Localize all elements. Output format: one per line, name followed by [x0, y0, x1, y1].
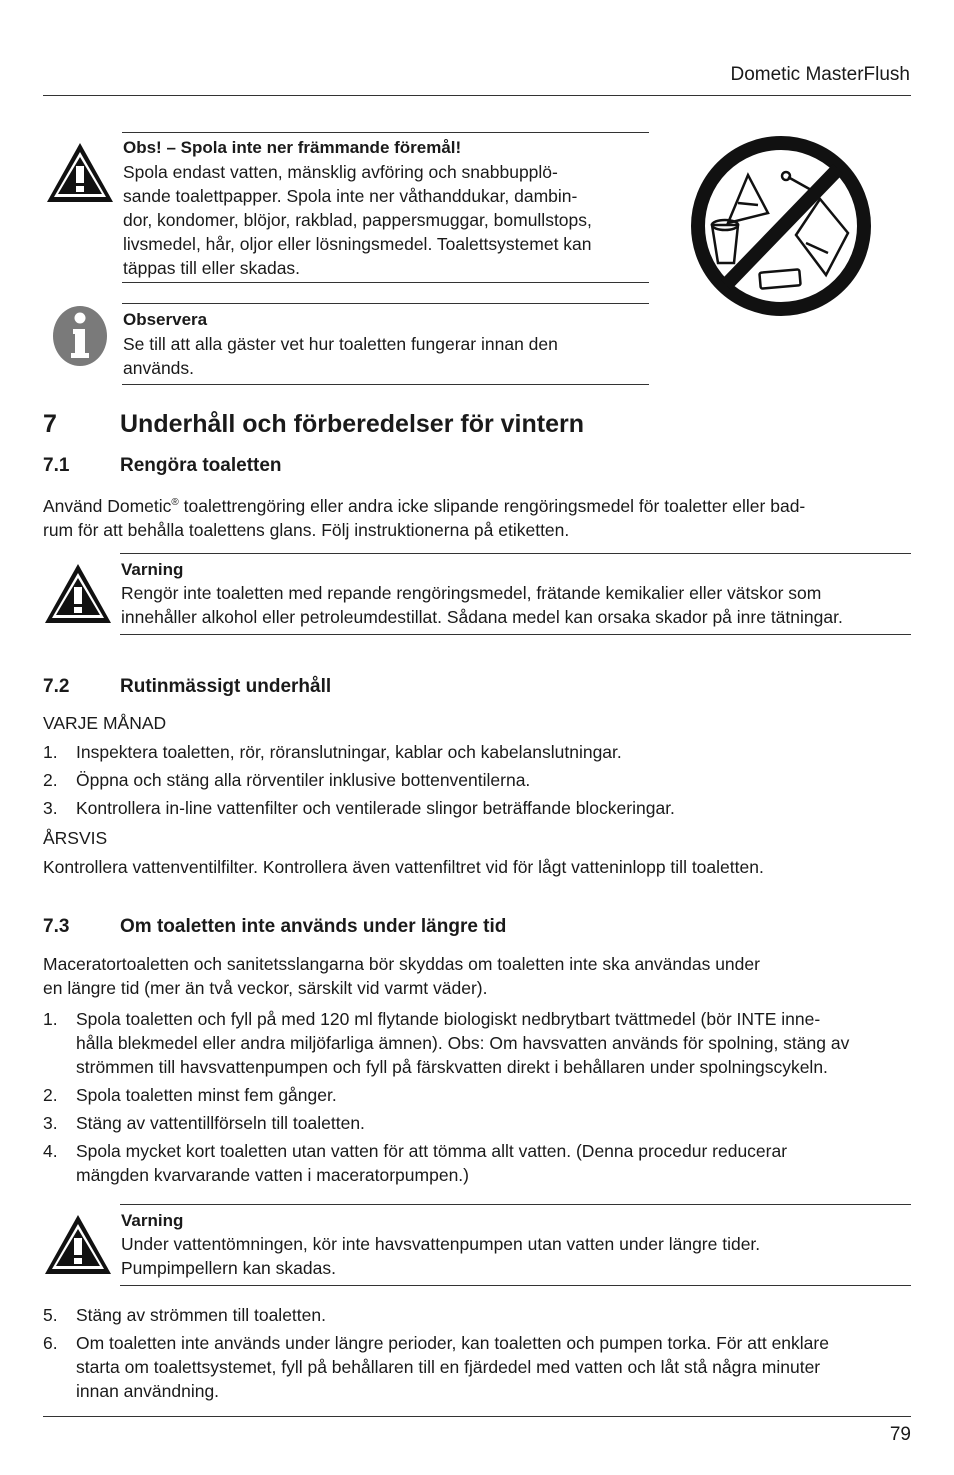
warning-triangle-icon	[44, 140, 116, 206]
subsection-7-1-number: 7.1	[43, 455, 70, 476]
subsection-7-2-number: 7.2	[43, 676, 70, 697]
warning-2-body: Under vattentömningen, kör inte havsvattenpumpen utan vatten under längre tider. Pumpimpellern kan skadas.	[121, 1234, 761, 1278]
warning-triangle-icon	[42, 1212, 114, 1278]
list-item-number: 3.	[43, 1113, 58, 1133]
warning-2-bottom-rule	[120, 1285, 911, 1286]
list-item: Stäng av strömmen till toaletten.	[76, 1305, 326, 1325]
info-icon	[50, 303, 110, 369]
list-item-number: 3.	[43, 798, 58, 818]
warning-1-title: Varning	[121, 560, 184, 579]
yearly-text: Kontrollera vattenventilfilter. Kontrollera även vattenfiltret vid för lågt vatteninlopp till toaletten.	[43, 857, 764, 877]
warning-2-top-rule	[120, 1204, 911, 1205]
monthly-label: VARJE MÅNAD	[43, 713, 167, 733]
list-item-number: 6.	[43, 1333, 58, 1353]
warning-triangle-icon	[42, 561, 114, 627]
section-title: Underhåll och förberedelser för vintern	[120, 410, 584, 438]
no-foreign-objects-icon	[688, 133, 874, 319]
observera-body: Se till att alla gäster vet hur toaletten fungerar innan den används.	[123, 334, 558, 378]
yearly-label: ÅRSVIS	[43, 828, 108, 848]
list-item: Kontrollera in-line vattenfilter och ventilerade slingor beträffande blockeringar.	[76, 798, 675, 818]
section-number: 7	[43, 410, 57, 438]
header-title: Dometic MasterFlush	[730, 64, 910, 85]
list-item: Stäng av vattentillförseln till toaletten.	[76, 1113, 365, 1133]
subsection-7-3-number: 7.3	[43, 916, 70, 937]
subsection-7-3-title: Om toaletten inte används under längre tid	[120, 916, 507, 937]
list-item: Spola toaletten minst fem gånger.	[76, 1085, 337, 1105]
list-item: Inspektera toaletten, rör, röranslutningar, kablar och kabelanslutningar.	[76, 742, 622, 762]
list-item: Öppna och stäng alla rörventiler inklusive bottenventilerna.	[76, 770, 531, 790]
list-item-number: 1.	[43, 1009, 58, 1029]
subsection-7-2-title: Rutinmässigt underhåll	[120, 676, 332, 697]
list-item: Om toaletten inte används under längre perioder, kan toaletten och pumpen torka. För att enklare starta om toalettsystemet, fyll på behållaren till en fjärdedel med vatten och låt stå några minuter innan användning.	[76, 1333, 829, 1401]
obs-bottom-rule	[122, 282, 649, 283]
warning-1-top-rule	[120, 553, 911, 554]
list-item-number: 1.	[43, 742, 58, 762]
obs-note-body: Spola endast vatten, mänsklig avföring och snabbupplö- sande toalettpapper. Spola inte ner våthanddukar, dambin- dor, kondomer, blöjor, rakblad, pappersmuggar, bomullstops, livsmedel, hår, oljor eller lösningsmedel. Toalettsystemet kan täppas till eller skadas.	[123, 162, 592, 278]
observera-bottom-rule	[122, 384, 649, 385]
list-item-number: 4.	[43, 1141, 58, 1161]
subsection-7-3-intro: Maceratortoaletten och sanitetsslangarna bör skyddas om toaletten inte ska användas under en längre tid (mer än två veckor, särskilt vid varmt väder).	[43, 954, 760, 998]
obs-note-title: Obs! – Spola inte ner främmande föremål!	[123, 138, 462, 157]
observera-title: Observera	[123, 310, 208, 329]
subsection-7-1-title: Rengöra toaletten	[120, 455, 282, 476]
list-item: Spola toaletten och fyll på med 120 ml flytande biologiskt nedbrytbart tvättmedel (bör INTE inne- hålla blekmedel eller andra miljöfarliga ämnen). Obs: Om havsvatten används för spolning, stäng av strömmen till havsvattenpumpen och fyll på färskvatten direkt i behållaren under spolningscykeln.	[76, 1009, 850, 1077]
footer-divider	[43, 1416, 911, 1417]
page-number: 79	[889, 1424, 911, 1445]
list-item-number: 2.	[43, 1085, 58, 1105]
list-item: Spola mycket kort toaletten utan vatten för att tömma allt vatten. (Denna procedur reducerar mängden kvarvarande vatten i maceratorpumpen.)	[76, 1141, 788, 1185]
observera-top-rule	[122, 303, 649, 304]
header-divider	[43, 95, 911, 96]
obs-top-rule	[122, 132, 649, 133]
list-item-number: 5.	[43, 1305, 58, 1325]
list-item-number: 2.	[43, 770, 58, 790]
warning-2-title: Varning	[121, 1211, 184, 1230]
subsection-7-1-body: Använd Dometic® toalettrengöring eller andra icke slipande rengöringsmedel för toaletter eller bad- rum för att behålla toalettens glans. Följ instruktionerna på etiketten.	[43, 495, 806, 540]
warning-1-body: Rengör inte toaletten med repande rengöringsmedel, frätande kemikalier eller vätskor som innehåller alkohol eller petroleumdestillat. Sådana medel kan orsaka skador på inre tätningar.	[121, 583, 843, 627]
warning-1-bottom-rule	[120, 634, 911, 635]
